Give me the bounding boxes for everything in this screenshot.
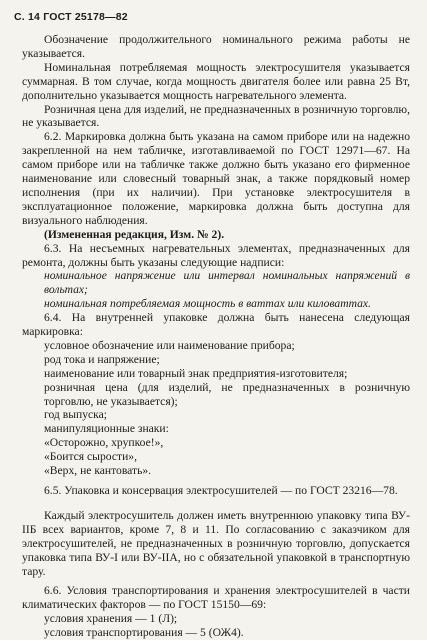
paragraph-6-5: 6.5. Упаковка и консервация электросушителей — по ГОСТ 23216—78. — [44, 484, 398, 497]
list-item: «Осторожно, хрупкое!», — [44, 436, 164, 450]
paragraph-packaging: Каждый электросушитель должен иметь внутреннюю упаковку типа ВУ-IIБ всех вариантов, кроме 7, 8 и 11. По согласованию с заказчиком для электросушителей, не предназначенных в розничную торговлю, допускается упаковка типа ВУ-I или ВУ-IIА, но с обязательной упаковкой в транспортную тару. — [22, 508, 410, 578]
list-item: условия транспортирования — 5 (ОЖ4). — [44, 626, 244, 640]
paragraph-power: Номинальная потребляемая мощность электросушителя указывается суммарная. В том случае, когда мощность двигателя более или равна 25 Вт, дополнительно указывается мощность нагревательного элемента. — [22, 60, 410, 102]
page-header: С. 14 ГОСТ 25178—82 — [14, 11, 128, 23]
list-item: розничная цена (для изделий, не предназначенных в розничную торговлю, не указывается); — [44, 380, 410, 408]
conditions-list — [22, 612, 410, 640]
paragraph-6-6: 6.6. Условия транспортирования и хранения электросушителей в части климатических факторов — по ГОСТ 15150—69: — [22, 584, 410, 612]
paragraph-mode-note: Обозначение продолжительного номинального режима работы не указывается. — [22, 33, 410, 60]
paragraph-6-4: 6.4. На внутренней упаковке должна быть нанесена следующая маркировка: — [22, 311, 410, 339]
list-item: наименование или товарный знак предприятия-изготовителя; — [44, 366, 348, 380]
list-item: «Верх, не кантовать». — [44, 464, 152, 478]
list-item: условное обозначение или наименование прибора; — [44, 338, 295, 352]
paragraph-price: Розничная цена для изделий, не предназначенных в розничную торговлю, не указывается. — [22, 102, 410, 130]
list-item: род тока и напряжение; — [44, 352, 160, 366]
paragraph-6-2: 6.2. Маркировка должна быть указана на самом приборе или на надежно закрепленной на нем табличке, изготавливаемой по ГОСТ 12971—67. На самом приборе или на табличке также должно быть указано его фирменное наименование или словесный товарный знак, а также порядковый номер исполнения (при их наличии). При установке электросушителя в эксплуатационное положение, маркировка должна быть доступна для визуального наблюдения. — [22, 130, 410, 227]
inscription-list — [22, 269, 410, 311]
paragraph-6-3: 6.3. На несъемных нагревательных элементах, предназначенных для ремонта, должны быть указаны следующие надписи: — [22, 241, 410, 269]
list-item: год выпуска; — [44, 408, 107, 422]
document-body — [22, 33, 410, 640]
list-item: манипуляционные знаки: — [44, 422, 169, 436]
edit-note: (Измененная редакция, Изм. № 2). — [44, 227, 225, 241]
list-item: «Боится сырости», — [44, 450, 137, 464]
list-item: номинальное напряжение или интервал номинальных напряжений в вольтах; — [44, 269, 410, 297]
list-item: условия хранения — 1 (Л); — [44, 612, 178, 626]
list-item: номинальная потребляемая мощность в ваттах или киловаттах. — [44, 297, 371, 311]
marking-list — [22, 339, 410, 478]
